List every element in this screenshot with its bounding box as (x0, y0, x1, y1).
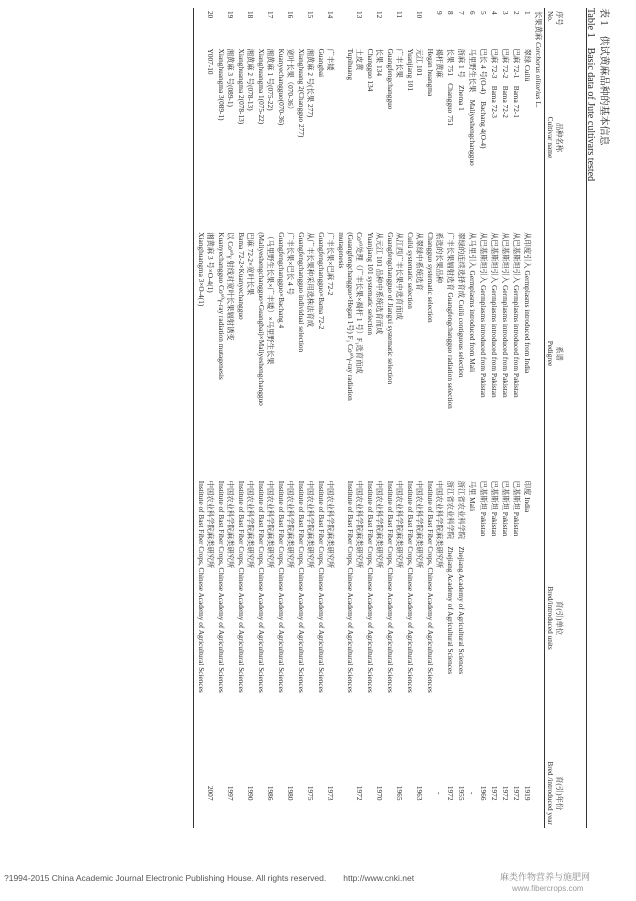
cell-name (296, 46, 316, 230)
units-line: 中国农业科学院麻类研究所 (206, 480, 215, 569)
units-line: 巴基斯坦 Pakistan (479, 480, 488, 537)
name-line: 巴麻 72-3 Bama 72-3 (490, 48, 499, 118)
pedigree-line: 以 Co⁶⁰γ 射线对宽叶长果辐射诱变 (226, 232, 235, 341)
pedigree-line: 从印度引入 Germplasms introduced from India (523, 232, 532, 374)
pedigree-line: 从广丰长果种采用选株法育成 (306, 232, 315, 328)
cell-name (478, 46, 489, 230)
cell-name (236, 46, 256, 230)
cell-year: 1966 (479, 785, 488, 801)
cell-pedigree (216, 229, 236, 478)
name-line: 巴麻 72-2 Bama 72-2 (501, 48, 510, 118)
name-line: 广丰长果 (395, 48, 404, 78)
cell-name (500, 46, 511, 230)
header-units: 育(引)单位 Bred/introduced units (546, 586, 564, 650)
units-line: 马里 Mali (468, 480, 477, 511)
units-line: 巴基斯坦 Pakistan (490, 480, 499, 537)
species-row (533, 8, 545, 828)
table-body (196, 8, 545, 828)
units-line: 巴基斯坦 Pakistan (512, 480, 521, 537)
units-line: Institute of Bast Fiber Crops, Chinese Academy of Agricultural Sciences (366, 480, 375, 693)
pedigree-line: 广丰长果×巴长 4 号 (286, 232, 295, 295)
name-line: 浙麻 1 号 Zhema 1 (457, 48, 466, 111)
cell-name (467, 46, 478, 230)
cell-pedigree (385, 229, 405, 478)
cell-pedigree (522, 229, 533, 478)
cell-no: 5 (479, 11, 488, 15)
name-line: 湘黄麻 2 号(078-13) (246, 48, 255, 111)
name-line: Xianghuangma 1(075-22) (257, 48, 266, 125)
cell-year: 1980 (286, 785, 295, 801)
pedigree-line: mutagenesis (337, 232, 346, 269)
cell-units (511, 478, 522, 759)
cell-year: - (435, 791, 444, 795)
table-header-row (545, 8, 566, 828)
units-line: 浙江省农业科学院 Zhejiang Academy of Agricultural Sciences (457, 480, 466, 675)
units-line: 中国农业科学院麻类研究所 (226, 480, 235, 569)
name-line: Hegan huangma (426, 48, 435, 97)
cell-name (522, 46, 533, 230)
cell-no: 4 (490, 11, 499, 15)
cell-year: - (468, 791, 477, 795)
table-row (478, 8, 489, 828)
cell-name (385, 46, 405, 230)
cell-year: 1986 (266, 785, 275, 801)
header-year: 育(引)年份 Bred /introduced year (546, 761, 564, 825)
cell-year: 1973 (326, 785, 335, 801)
name-line: 广丰矮 (326, 48, 335, 71)
table-row (511, 8, 522, 828)
pedigree-line: Kuanyechangguo Co⁶⁰γ-ray radiation mutagenesis (217, 232, 226, 380)
cell-year: 1972 (355, 785, 364, 801)
cell-no: 8 (446, 11, 455, 15)
cell-name (489, 46, 500, 230)
cell-year: 1970 (375, 785, 384, 801)
units-line: Institute of Bast Fiber Crops, Chinese Academy of Agricultural Sciences (386, 480, 395, 693)
cell-pedigree (196, 229, 216, 478)
cell-year: 1997 (226, 785, 235, 801)
cell-pedigree (511, 229, 522, 478)
bottom-rule (193, 8, 194, 828)
name-line: Changguo 134 (366, 48, 375, 92)
cell-units (385, 478, 405, 759)
name-line: 翠绿 Cuilü (523, 48, 532, 82)
copyright-footer: ?1994-2015 China Academic Journal Electronic Publishing House. All rights reserved. http://www.cnki.net (4, 873, 415, 883)
cell-pedigree (500, 229, 511, 478)
name-line: 元江 101 (415, 48, 424, 76)
table-row (296, 8, 316, 828)
cell-units (316, 478, 336, 759)
cell-pedigree (276, 229, 296, 478)
pedigree-line: Guangfengchangguo of Jiangxi systematic selection (386, 232, 395, 385)
pedigree-line: Xianghuangma 3×O-4(1) (197, 232, 206, 307)
cell-name (336, 46, 365, 230)
cell-units (456, 478, 467, 759)
cell-units (522, 478, 533, 759)
units-line: 中国农业科学院麻类研究所 (435, 480, 444, 569)
table-row (365, 8, 385, 828)
cell-name (365, 46, 385, 230)
cell-no: 11 (395, 11, 404, 19)
cell-units (296, 478, 316, 759)
name-line: 马里野生长果 Maliyeshengchangguo (468, 48, 477, 166)
units-line: Institute of Bast Fiber Crops, Chinese Academy of Agricultural Sciences (277, 480, 286, 693)
cell-name (445, 46, 456, 230)
cell-year: 1972 (490, 785, 499, 801)
cell-no: 17 (266, 11, 275, 19)
pedigree-line: 从巴基斯坦引入 Germplasms introduced from Pakistan (512, 232, 521, 398)
cell-pedigree (425, 229, 445, 478)
top-rule (586, 8, 587, 828)
units-line: Institute of Bast Fiber Crops, Chinese Academy of Agricultural Sciences (346, 480, 355, 693)
table-row (445, 8, 456, 828)
units-line: 印度 India (523, 480, 532, 513)
cell-pedigree (336, 229, 365, 478)
name-line: 褐杆黄麻 (435, 48, 444, 78)
units-line: 浙江省农业科学院 Zhejiang Academy of Agricultural Sciences (446, 480, 455, 675)
watermark-url: www.fibercrops.com (512, 884, 584, 893)
name-line: 长果 134 (375, 48, 384, 76)
cell-units (276, 478, 296, 759)
cell-no: 16 (286, 11, 295, 19)
cell-no: 12 (375, 11, 384, 19)
cell-pedigree (296, 229, 316, 478)
cell-year: 1955 (457, 785, 466, 801)
name-line: Kuanyechangguo(070-36) (277, 48, 286, 126)
cell-units (405, 478, 425, 759)
pedigree-line: Guangfengchangguo×Bachang 4 (277, 232, 286, 329)
name-line: Guangbai (317, 48, 326, 77)
cell-pedigree (236, 229, 256, 478)
pedigree-line: 广丰长果×巴麻 72-2 (326, 232, 335, 296)
pedigree-line: Co⁶⁰处理（广丰长果×褐杆 1 号）F₁选育而成 (355, 232, 364, 374)
units-line: Institute of Bast Fiber Crops, Chinese Academy of Agricultural Sciences (217, 480, 226, 693)
table-caption-en: Table 1 Basic data of Jute cultivars tested (585, 8, 596, 182)
units-line: 中国农业科学院麻类研究所 (355, 480, 364, 569)
pedigree-line: Yuanjiang 101 systematic selection (366, 232, 375, 335)
cell-name (405, 46, 425, 230)
pedigree-line: 从元江 101 品种中系统选育而成 (375, 232, 384, 335)
units-line: 中国农业科学院麻类研究所 (375, 480, 384, 569)
species-latin: Corchorus olitorius (534, 42, 543, 100)
cell-no: 2 (512, 11, 521, 15)
pedigree-line: 巴麻 72-2×宽叶长果 (246, 232, 255, 296)
rotated-table-block (45, 8, 615, 828)
cell-year: 1990 (246, 785, 255, 801)
cell-year: 1965 (395, 785, 404, 801)
pedigree-line: 从巴基斯坦引入 Germplasms introduced from Pakistan (490, 232, 499, 398)
cell-pedigree (316, 229, 336, 478)
cell-no: 13 (355, 11, 364, 19)
table-row (336, 8, 365, 828)
table-row (500, 8, 511, 828)
cell-no: 20 (206, 11, 215, 19)
pedigree-line: 从翠绿中系统选育 (415, 232, 424, 291)
header-cultivar: 品种名称 Cultivar name (546, 116, 564, 159)
units-line: 中国农业科学院麻类研究所 (415, 480, 424, 569)
cell-no: 7 (457, 11, 466, 15)
cell-name (425, 46, 445, 230)
name-line: 湘黄麻 3 号(089-1) (226, 48, 235, 107)
table-caption-zh: 表 1 供试黄麻品种的基本信息 (598, 8, 609, 146)
cell-units (467, 478, 478, 759)
table-row (522, 8, 533, 828)
cell-pedigree (489, 229, 500, 478)
pedigree-line: 从马里引入 Germplasms introduced from Mali (468, 232, 477, 373)
cell-no: 10 (415, 11, 424, 19)
cell-name (316, 46, 336, 230)
header-no: 序号 No. (546, 11, 564, 26)
pedigree-line: 从江西广丰长果中选育而成 (395, 232, 404, 320)
cell-name (196, 46, 216, 230)
table-row (385, 8, 405, 828)
units-line: 巴基斯坦 Pakistan (501, 480, 510, 537)
units-line: 中国农业科学院麻类研究所 (306, 480, 315, 569)
cell-units (500, 478, 511, 759)
cell-name (276, 46, 296, 230)
cell-units (236, 478, 256, 759)
pedigree-line: （马里野生长果×广丰矮）×马里野生长果 (266, 232, 275, 365)
units-line: 中国农业科学院麻类研究所 (326, 480, 335, 569)
table-row (467, 8, 478, 828)
pedigree-line: 湘黄麻 3 号×O-4(1) (206, 232, 215, 293)
pedigree-line: 从巴基斯坦引入 Germplasms introduced from Pakistan (501, 232, 510, 398)
name-line: Xianghuang 2(Changguo 277) (297, 48, 306, 138)
name-line: Xianghuangma 2(078-13) (237, 48, 246, 125)
name-line: 宽叶长果（070-36） (286, 48, 295, 114)
table-row (256, 8, 276, 828)
cell-units (425, 478, 445, 759)
units-line: 中国农业科学院麻类研究所 (266, 480, 275, 569)
name-line: Guangfengchangguo (386, 48, 395, 110)
cell-pedigree (256, 229, 276, 478)
pedigree-line: 翠绿的连续选择育成 Cuilü contiguous selection (457, 232, 466, 378)
jute-cultivar-table (196, 8, 565, 828)
cell-pedigree (456, 229, 467, 478)
cell-year: 1972 (512, 785, 521, 801)
table-row (489, 8, 500, 828)
name-line: Xianghuangma 3(089-1) (217, 48, 226, 121)
name-line: 湘黄麻 1 号(075-22) (266, 48, 275, 111)
name-line: Tupihuang (346, 48, 355, 80)
cell-year: 1963 (415, 785, 424, 801)
units-line: 中国农业科学院麻类研究所 (286, 480, 295, 569)
table-row (216, 8, 236, 828)
cell-pedigree (405, 229, 425, 478)
cell-year: 1975 (306, 785, 315, 801)
table-row (405, 8, 425, 828)
table-row (316, 8, 336, 828)
units-line: Institute of Bast Fiber Crops, Chinese Academy of Agricultural Sciences (317, 480, 326, 693)
units-line: Institute of Bast Fiber Crops, Chinese Academy of Agricultural Sciences (406, 480, 415, 693)
name-line: 巴麻 72-1 Bama 72-1 (512, 48, 521, 118)
cell-units (445, 478, 456, 759)
pedigree-line: 系选的长果品种 (435, 232, 444, 284)
units-line: Institute of Bast Fiber Crops, Chinese Academy of Agricultural Sciences (237, 480, 246, 693)
name-line: Yuanjiang 101 (406, 48, 415, 91)
pedigree-line: Bama 72-2×Kuanyechangguo (237, 232, 246, 320)
name-line: 巴长 4 号(O-4) Bachang 4(O-4) (479, 48, 488, 149)
cell-units (216, 478, 236, 759)
units-line: Institute of Bast Fiber Crops, Chinese Academy of Agricultural Sciences (297, 480, 306, 693)
name-line: Y007-10 (206, 48, 215, 75)
units-line: 中国农业科学院麻类研究所 (395, 480, 404, 569)
cell-no: 14 (326, 11, 335, 19)
cell-no: 15 (306, 11, 315, 19)
cell-year: 1919 (523, 785, 532, 801)
species-zh: 长果黄麻 (534, 11, 543, 41)
cell-units (365, 478, 385, 759)
cell-units (196, 478, 216, 759)
pedigree-line: Cuilü systematic selection (406, 232, 415, 309)
cell-pedigree (365, 229, 385, 478)
watermark-zh: 麻类作物营养与施肥网 (500, 873, 591, 883)
pedigree-line: Changguo systematic selection (426, 232, 435, 323)
table-row (276, 8, 296, 828)
cell-no: 1 (523, 11, 532, 15)
cell-year: 1972 (446, 785, 455, 801)
cell-pedigree (478, 229, 489, 478)
pedigree-line: 从巴基斯坦引入 Germplasms introduced from Pakistan (479, 232, 488, 398)
name-line: 长果 751 Changguo 751 (446, 48, 455, 127)
pedigree-line: 广丰长果辐射选育 Guangfengchangguo radiation selection (446, 232, 455, 409)
cell-no: 18 (246, 11, 255, 19)
cell-units (256, 478, 276, 759)
table-row (196, 8, 216, 828)
cell-no: 6 (468, 11, 477, 15)
cell-units (336, 478, 365, 759)
cell-year: 1972 (501, 785, 510, 801)
cell-units (489, 478, 500, 759)
cell-pedigree (467, 229, 478, 478)
units-line: Institute of Bast Fiber Crops, Chinese Academy of Agricultural Sciences (426, 480, 435, 693)
units-line: Institute of Bast Fiber Crops, Chinese Academy of Agricultural Sciences (257, 480, 266, 693)
cell-name (256, 46, 276, 230)
pedigree-line: (Maliyeshengchangguo×Guangbai)×Maliyeshengchangguo (257, 232, 266, 406)
table-row (456, 8, 467, 828)
cell-pedigree (445, 229, 456, 478)
name-line: 土皮黄 (355, 48, 364, 71)
cell-year: 2007 (206, 785, 215, 801)
units-line: Institute of Bast Fiber Crops, Chinese Academy of Agricultural Sciences (197, 480, 206, 693)
cell-name (216, 46, 236, 230)
pedigree-line: Guangfengchangguo×Bama 72-2 (317, 232, 326, 330)
units-line: 中国农业科学院麻类研究所 (246, 480, 255, 569)
name-line: 湘黄麻 2 号(长果 277) (306, 48, 315, 118)
table-row (425, 8, 445, 828)
cell-no: 9 (435, 11, 444, 15)
cell-name (456, 46, 467, 230)
cell-units (478, 478, 489, 759)
cell-name (511, 46, 522, 230)
header-pedigree: 系谱 Pedigree (546, 340, 564, 367)
species-suffix: L. (534, 99, 543, 108)
pedigree-line: (Guangfengchangguo×Hegan 1号) F₁ Co⁶⁰γ-ray radiation (346, 232, 355, 401)
cell-no: 19 (226, 11, 235, 19)
pedigree-line: Guangfengchangguo individual selection (297, 232, 306, 353)
table-row (236, 8, 256, 828)
cell-no: 3 (501, 11, 510, 15)
